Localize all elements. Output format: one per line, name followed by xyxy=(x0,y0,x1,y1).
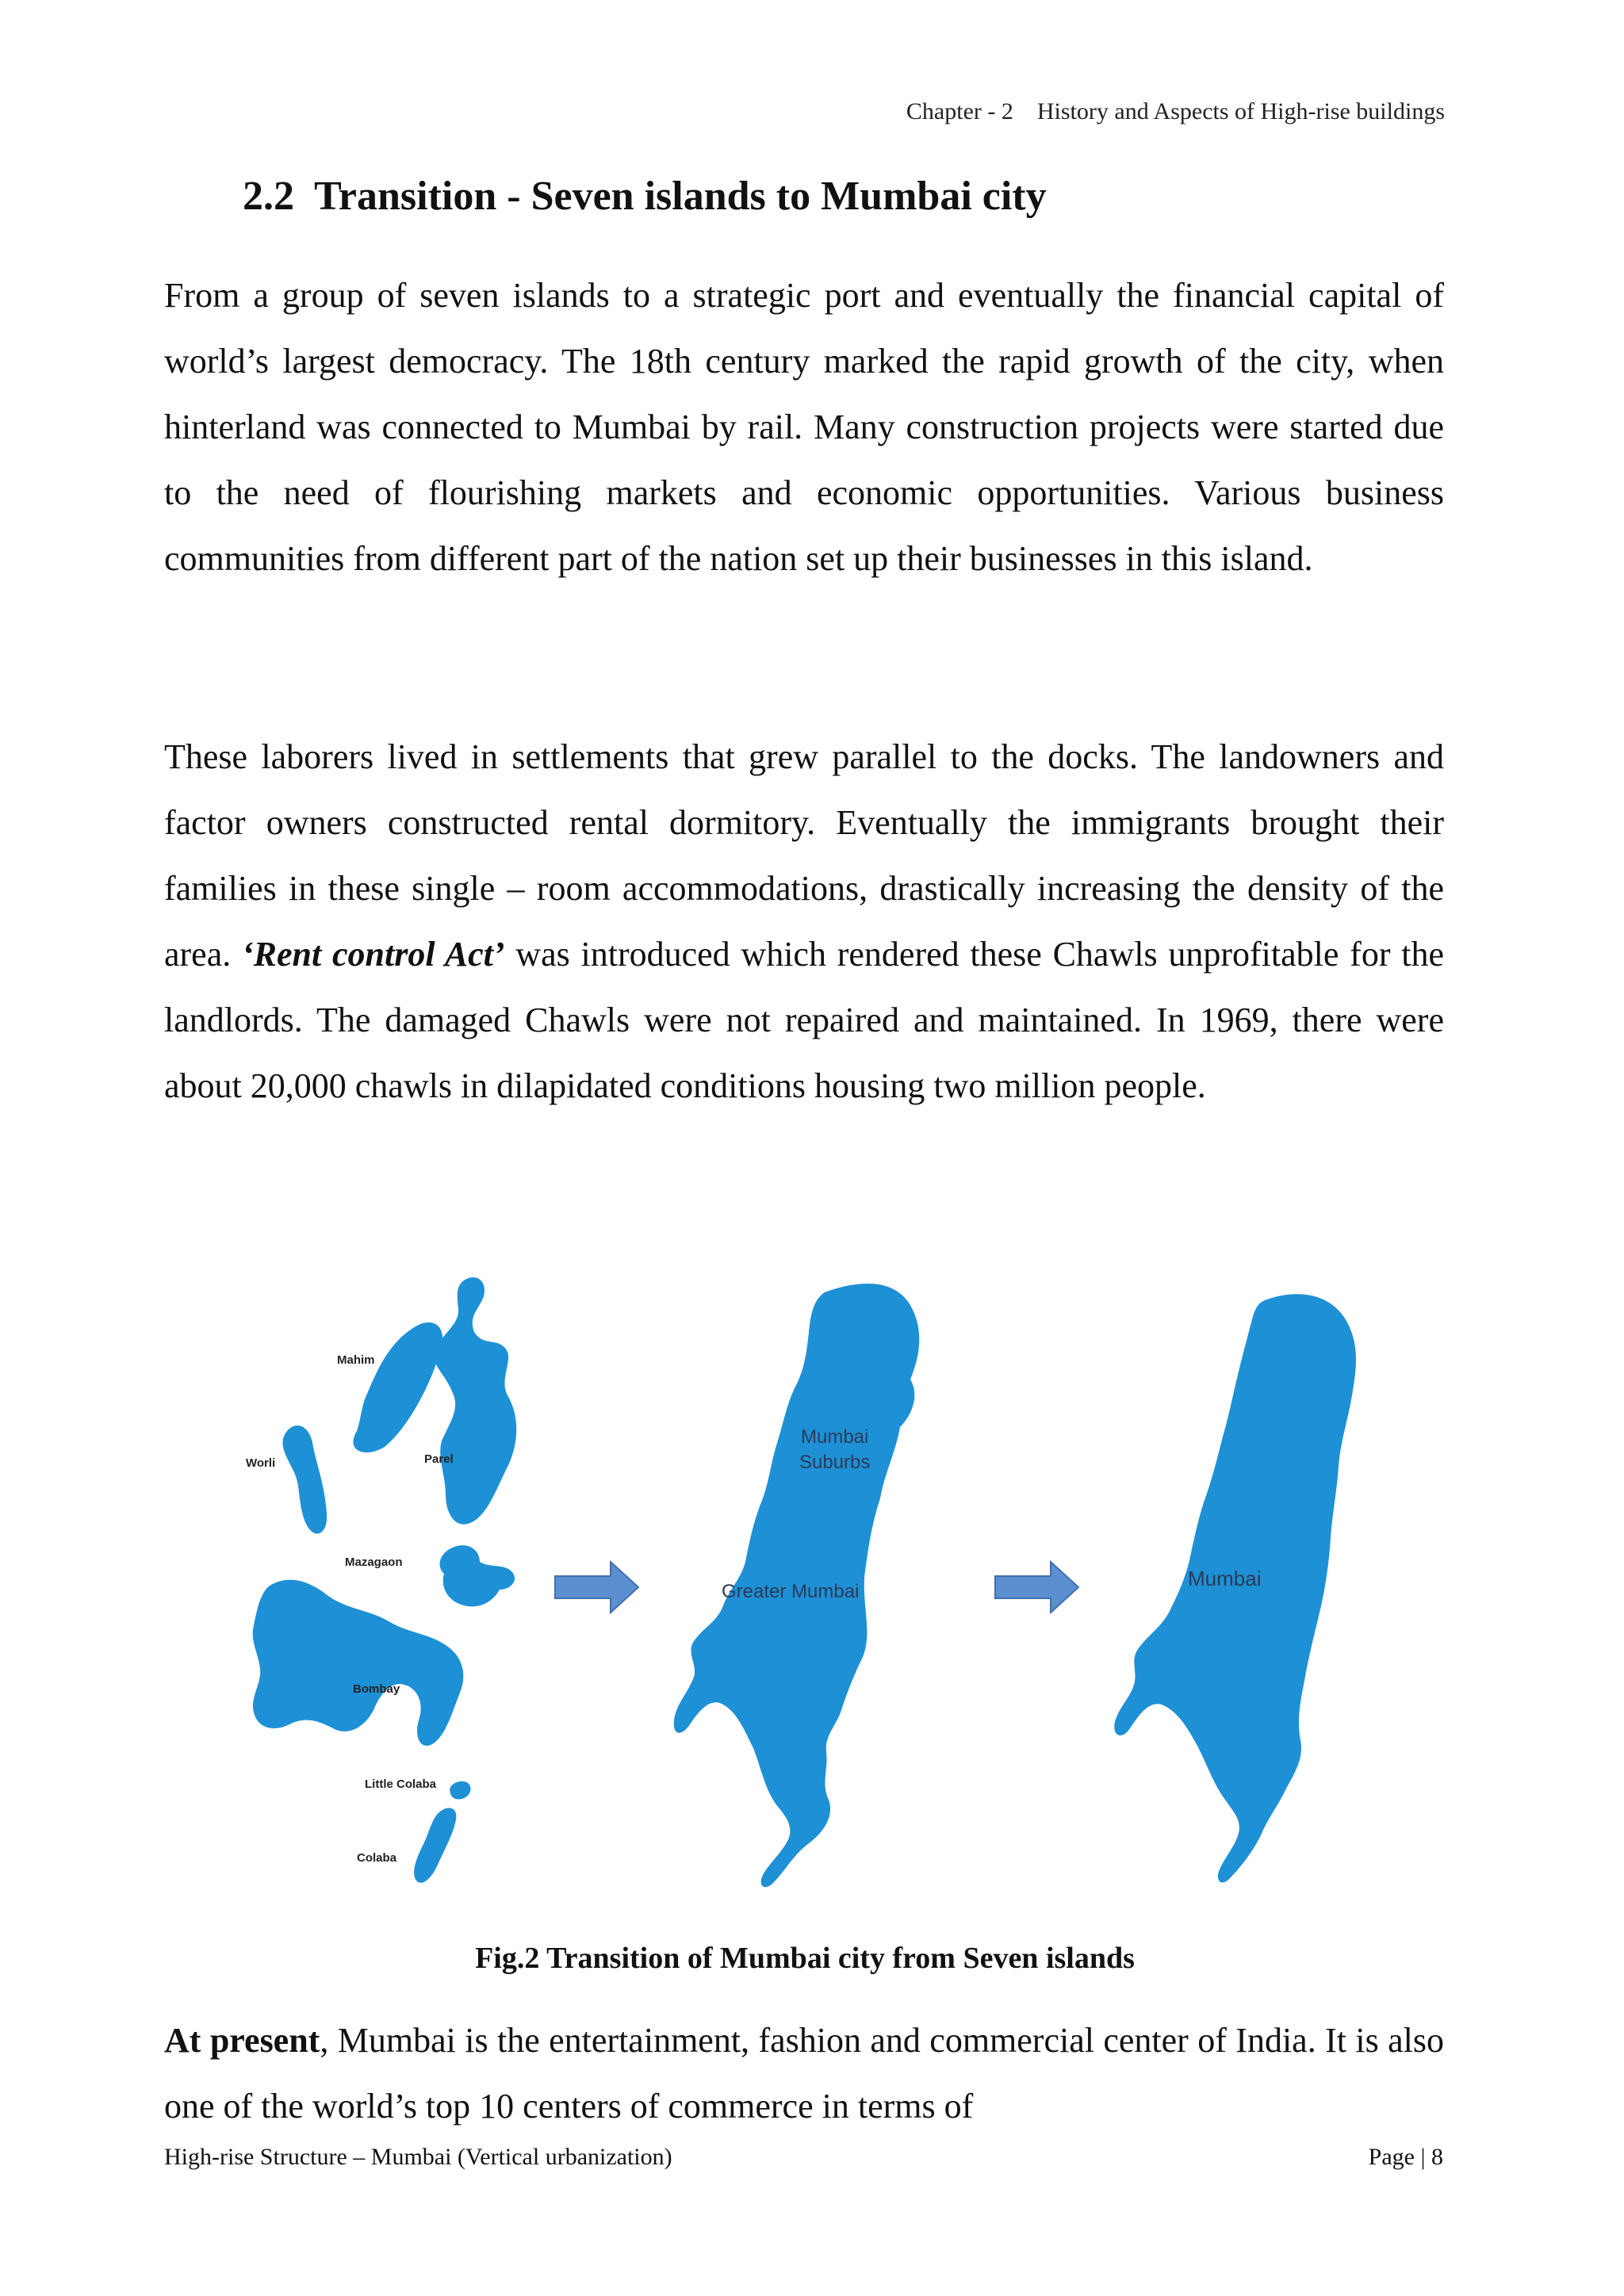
label-mahim: Mahim xyxy=(337,1353,375,1367)
label-mumbai-suburbs-line2: Suburbs xyxy=(799,1452,871,1473)
island-colaba xyxy=(414,1808,456,1882)
chapter-title: History and Aspects of High-rise buildings xyxy=(1036,98,1445,124)
label-colaba: Colaba xyxy=(357,1851,397,1865)
island-worli xyxy=(283,1425,327,1534)
island-bombay xyxy=(253,1580,464,1746)
maps-illustration xyxy=(238,1261,1451,1903)
figure-caption: Fig.2 Transition of Mumbai city from Seven islands xyxy=(475,1942,1135,1975)
paragraph-chawls xyxy=(164,724,1444,1119)
seven-islands-map xyxy=(253,1277,517,1883)
label-mumbai: Mumbai xyxy=(1188,1567,1262,1590)
label-mumbai-suburbs-line1: Mumbai xyxy=(801,1426,869,1448)
running-header xyxy=(906,98,1445,125)
label-mazagaon: Mazagaon xyxy=(345,1556,403,1569)
island-mahim xyxy=(353,1322,442,1452)
paragraph-present xyxy=(164,2007,1444,2139)
paragraph-chawls-part2: was introduced which rendered these Chawls unprofitable for the landlords. The damaged Chawls were not repaired and maintained. In 1969, there were about 20,000 chawls in dilapidated conditions housing two million people. xyxy=(164,935,1445,1105)
section-title-text: Transition - Seven islands to Mumbai city xyxy=(314,174,1047,219)
label-greater-mumbai: Greater Mumbai xyxy=(722,1581,860,1602)
mumbai-transition-figure xyxy=(238,1261,1451,1903)
section-number: 2.2 xyxy=(243,174,294,219)
label-bombay: Bombay xyxy=(353,1682,400,1696)
island-little-colaba xyxy=(450,1781,470,1800)
paragraph-history: From a group of seven islands to a strategic port and eventually the financial capital of world’s largest democracy. The 18th century marked the rapid growth of the city, when hinterland was connected to Mumbai by rail. Many construction projects were started due to the need of flourishing markets and economic opportunities. Various business communities from different part of the nation set up their businesses in this island. xyxy=(164,276,1444,578)
rent-control-act-emphasis: ‘Rent control Act’ xyxy=(242,935,505,974)
label-worli: Worli xyxy=(246,1456,276,1470)
label-little-colaba: Little Colaba xyxy=(365,1777,437,1791)
footer-document-title: High-rise Structure – Mumbai (Vertical urbanization) xyxy=(164,2144,672,2170)
island-mazagaon xyxy=(440,1545,515,1606)
section-title xyxy=(243,173,1047,220)
footer-page-number: Page | 8 xyxy=(1368,2144,1443,2170)
island-parel xyxy=(434,1277,516,1525)
at-present-lead: At present xyxy=(164,2021,320,2060)
paragraph-present-text: , Mumbai is the entertainment, fashion and commercial center of India. It is also one of the world’s top 10 centers of commerce in terms of xyxy=(164,2021,1444,2126)
arrow-right-icon-2 xyxy=(995,1562,1078,1613)
chapter-number: Chapter - 2 xyxy=(906,98,1013,124)
arrow-right-icon xyxy=(555,1562,638,1613)
label-parel: Parel xyxy=(424,1452,454,1466)
paragraph-chawls-part1: These laborers lived in settlements that grew parallel to the docks. The landowners and factor owners constructed rental dormitory. Eventually the immigrants brought their families in these single – room accommodations, drastically increasing the density of the area. xyxy=(164,737,1444,974)
